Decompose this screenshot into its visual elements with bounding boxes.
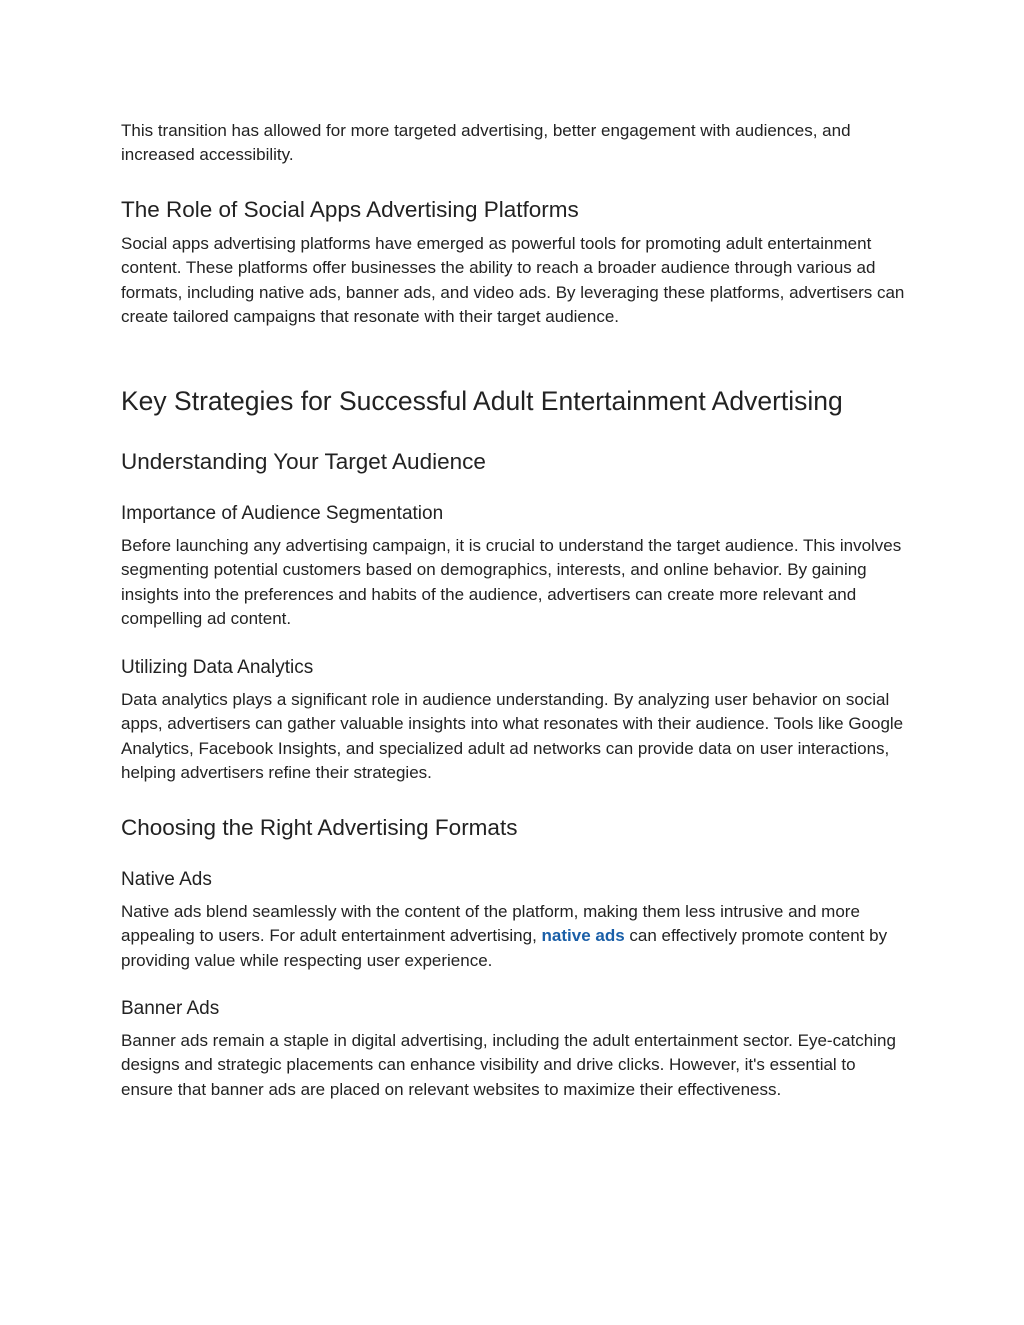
key-strategies-heading: Key Strategies for Successful Adult Entertainment Advertising xyxy=(121,386,843,416)
native-ads-link[interactable]: native ads xyxy=(541,926,625,946)
native-ads-text-after-link: can effectively promote content by providing value while respecting user experience. xyxy=(121,926,888,970)
analytics-heading: Utilizing Data Analytics xyxy=(121,657,314,678)
banner-ads-paragraph: Banner ads remain a staple in digital advertising, including the adult entertainment sector. Eye-catching designs and strategic placements can enhance visibility and drive clicks. However, it's essential to ensure that banner ads are placed on relevant websites to maximize their effectiveness. xyxy=(121,1031,896,1099)
segmentation-heading: Importance of Audience Segmentation xyxy=(121,503,444,524)
native-ads-paragraph xyxy=(121,900,911,973)
analytics-paragraph: Data analytics plays a significant role in audience understanding. By analyzing user behavior on social apps, advertisers can gather valuable insights into what resonates with their audience. Tools like Google Analytics, Facebook Insights, and specialized adult ad networks can provide data on user interactions, helping advertisers refine their strategies. xyxy=(121,690,904,783)
audience-section-heading: Understanding Your Target Audience xyxy=(121,449,486,474)
role-section-heading: The Role of Social Apps Advertising Platforms xyxy=(121,197,579,222)
banner-ads-heading: Banner Ads xyxy=(121,998,220,1019)
formats-section-heading: Choosing the Right Advertising Formats xyxy=(121,815,518,840)
native-ads-text-before-link: Native ads blend seamlessly with the content of the platform, making them less intrusive and more appealing to users. For adult entertainment advertising, xyxy=(121,902,860,946)
intro-paragraph: This transition has allowed for more targeted advertising, better engagement with audiences, and increased accessibility. xyxy=(121,121,851,165)
native-ads-heading: Native Ads xyxy=(121,869,212,890)
role-section-paragraph: Social apps advertising platforms have emerged as powerful tools for promoting adult entertainment content. These platforms offer businesses the ability to reach a broader audience through various ad formats, including native ads, banner ads, and video ads. By leveraging these platforms, advertisers can create tailored campaigns that resonate with their target audience. xyxy=(121,234,905,327)
segmentation-paragraph: Before launching any advertising campaign, it is crucial to understand the target audience. This involves segmenting potential customers based on demographics, interests, and online behavior. By gaining insights into the preferences and habits of the audience, advertisers can create more relevant and compelling ad content. xyxy=(121,536,902,629)
